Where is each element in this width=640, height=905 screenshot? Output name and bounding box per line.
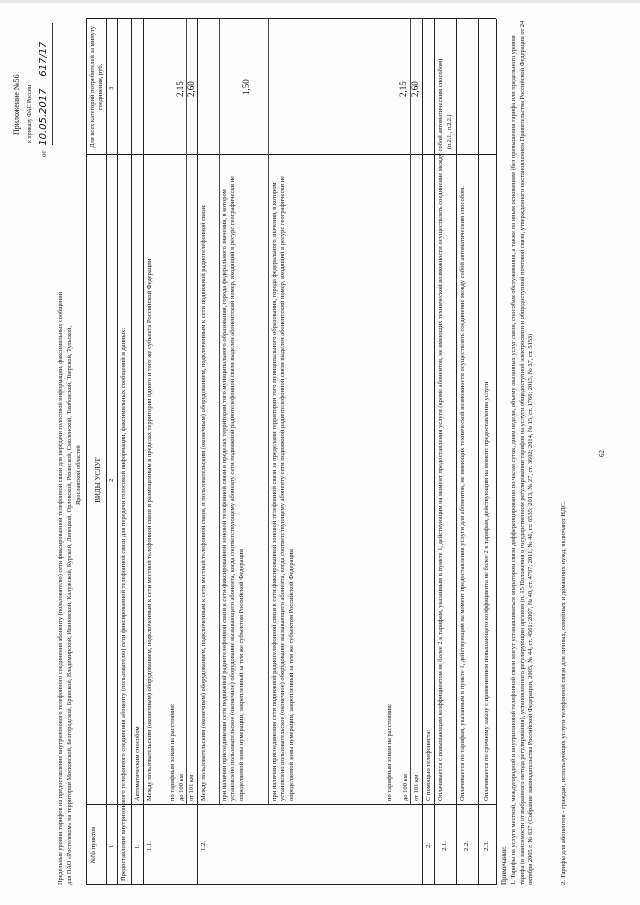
row11-tariff-label: по тарифным зонам на расстоянии: [169,703,176,801]
date-prefix: от [40,150,48,157]
row12-zone-separator [410,19,411,805]
notes-heading: Примечание: [500,846,508,885]
row2-number: 2. [425,843,432,848]
colnum-3: 3 [108,86,115,90]
header-col1: №№ пунктов [90,826,97,864]
row1-number: 1. [134,844,141,849]
date-underline [52,23,53,145]
row12-case-a: при наличии присоединения сети подвижной радиотелефонной связи к сети фиксированной зоновой телефонной связи в пределах территории того муниципального образования, города федерального значения, в котором установлено пользовательское (оконечное) оборудование вызывающего абонента, когда соответствующему абоненту сети подвижной радиотелефонной связи выделен абонентский номер, входящий в ресурс географически не определяемой зоны нумерации, закрепленный за тем же субъектом Российской Федерации [221,176,245,801]
row1-text: Автоматическим способом [134,726,141,801]
row11-bottom [197,19,198,885]
row12-case-b: при наличии присоединения сети подвижной радиотелефонной связи к сети фиксированной зоновой телефонной связи за пределами территории того муниципального образования, города федерального значения, в котором установлено пользовательское (оконечное) оборудование вызывающего абонента, когда соответствующему абоненту сети подвижной радиотелефонной связи выделен абонентский номер, входящий в ресурс географически не определяемой зоны нумерации, закрепленный за тем же субъектом Российской Федерации [271,176,295,801]
colnum-row-bottom [117,19,118,885]
row12-intro-bottom [219,19,220,805]
order-reference: к приказу ФАС России [27,84,33,143]
page-number: 62 [598,450,606,457]
handwritten-number: 617/17 [38,41,49,77]
table-bottom-border [496,19,497,885]
row12-text: Между пользовательским (оконечным) оборудованием, подключенным к сети местной телефонной связи, и пользовательским (оконечным) оборудованием, подключенным к сети подвижной радиотелефонной связи: [200,204,207,801]
appendix-label: Приложение №56 [12,74,21,135]
row11-zone2-label: от 101 км [188,774,195,801]
section1-title: Предоставление внутризонового телефонного соединения абоненту (пользователю) сети фиксированной телефонной связи для передачи голосовой информации, факсимильных сообщений и данных: [120,327,127,881]
section1-bottom [131,19,132,885]
row12-tariff-label: по тарифным зонам на расстоянии: [386,703,393,801]
row2-text: С помощью телефониста: [425,729,432,801]
row12-bottom [422,19,423,885]
row11-zone1-label: до 100 км [178,774,185,801]
row11-number: 1.1. [146,841,153,851]
row12-zone2-value: 2,60 [410,81,420,97]
title-line-1: Предельные уровни тарифов на предоставление внутризонового телефонного соединения абоненту (пользователю) сети фиксированной телефонной связи для передачи голосовой информации, факсимильных сообщений [57,292,64,885]
table-top-border [86,19,87,885]
row21-text: Оплачивается с повышающим коэффициентом не более 2 к тарифам, указанным в пункте 1, действующим на момент предоставления услуги (кроме абонентов, не имеющих технической возможности осуществлять соединение между собой автоматическим способом) [437,58,444,801]
row12-case-a-value: 1,50 [241,79,251,95]
row2-bottom [434,19,435,885]
row21-bottom [456,19,457,885]
row21-reference: (п.2.1., п.2.2.) [447,114,453,149]
row12-case-a-bottom [268,19,269,805]
row22-text: Оплачивается по тарифам, указанным в пункте 1, действующим на момент предоставления услуги для абонентов, не имеющих технической возможности осуществлять соединение между собой автоматическим способом. [459,186,466,801]
row22-bottom [478,19,479,885]
row22-number: 2.2. [463,841,470,851]
row11-text: Между пользовательским (оконечным) оборудованием, подключенным к сети местной телефонной связи и размещенным в пределах территории одного и того же субъекта Российской Федерации [146,258,153,801]
row12-zone1-label: до 100 км [402,774,409,801]
handwritten-date: 10.05.2017 [38,88,49,146]
row12-number: 1.2. [200,841,207,851]
colnum-1: 1 [108,844,115,848]
note-2: 2. Тарифы для абонентов - граждан, использующих услуги телефонной связи для личных, семейных и домашних нужд, включают НДС. [560,501,567,885]
header-bottom [106,19,107,885]
row21-number: 2.1. [441,841,448,851]
colnum-2: 2 [108,478,115,482]
row12-zone2-label: от 101 км [413,774,420,801]
title-line-2: для ПАО «Ростелеком» на территории Московской, Белгородской, Брянской, Владимирской, Ивановской, Калужской, Курской, Липецкой, Орловской, Рязанской, Смоленской, Тамбовской, Тверской, Тульской, [66,325,73,885]
row11-zone1-value: 2,15 [175,81,185,97]
row1-bottom [143,19,144,885]
note-1: 1. Тарифы на услуги местной, междугородной и внутризоновой телефонной связи могут устанавливаться оператором связи дифференцированно по часам суток, дням недели, объему оказанных услуг связи, способам обслуживания, а также по иным основаниям (без превышения тарифа или предельного уровня тарифа (в зависимости от выбранного метода регулирования), установленного регулирующим органом (п. 15 Положения о государственном регулировании тарифов на услуги общедоступной электросвязи и общедоступной почтовой связи, утвержденного постановлением Правительства Российской Федерации от 24 октября 2005 г. № 637 (Собрание законодательства Российской Федерации, 2005, № 44, ст. 4561; 2007, № 40, ст. 4797; 2011, № 46, ст. 6535; 2013, № 27, ст. 3602; 2014, № 15, ст. 1766; 2015, № 37, ст. 5153) [510,20,534,885]
row23-text: Оплачивается по срочному заказу с применением повышающего коэффициента не более 2 к тарифам, действующим на момент предоставления услуги [483,381,490,801]
header-col2: ВИДЫ УСЛУГ [94,457,102,503]
row12-zone1-value: 2,15 [398,81,408,97]
header-col3: Для всех категорий потребителей за минуту соединения, руб. [89,26,105,148]
row11-zone-separator [186,19,187,805]
row23-number: 2.3. [483,841,490,851]
row11-zone2-value: 2,60 [186,81,196,97]
order-date-line [38,42,49,157]
title-line-3: Ярославской областей [75,445,82,505]
